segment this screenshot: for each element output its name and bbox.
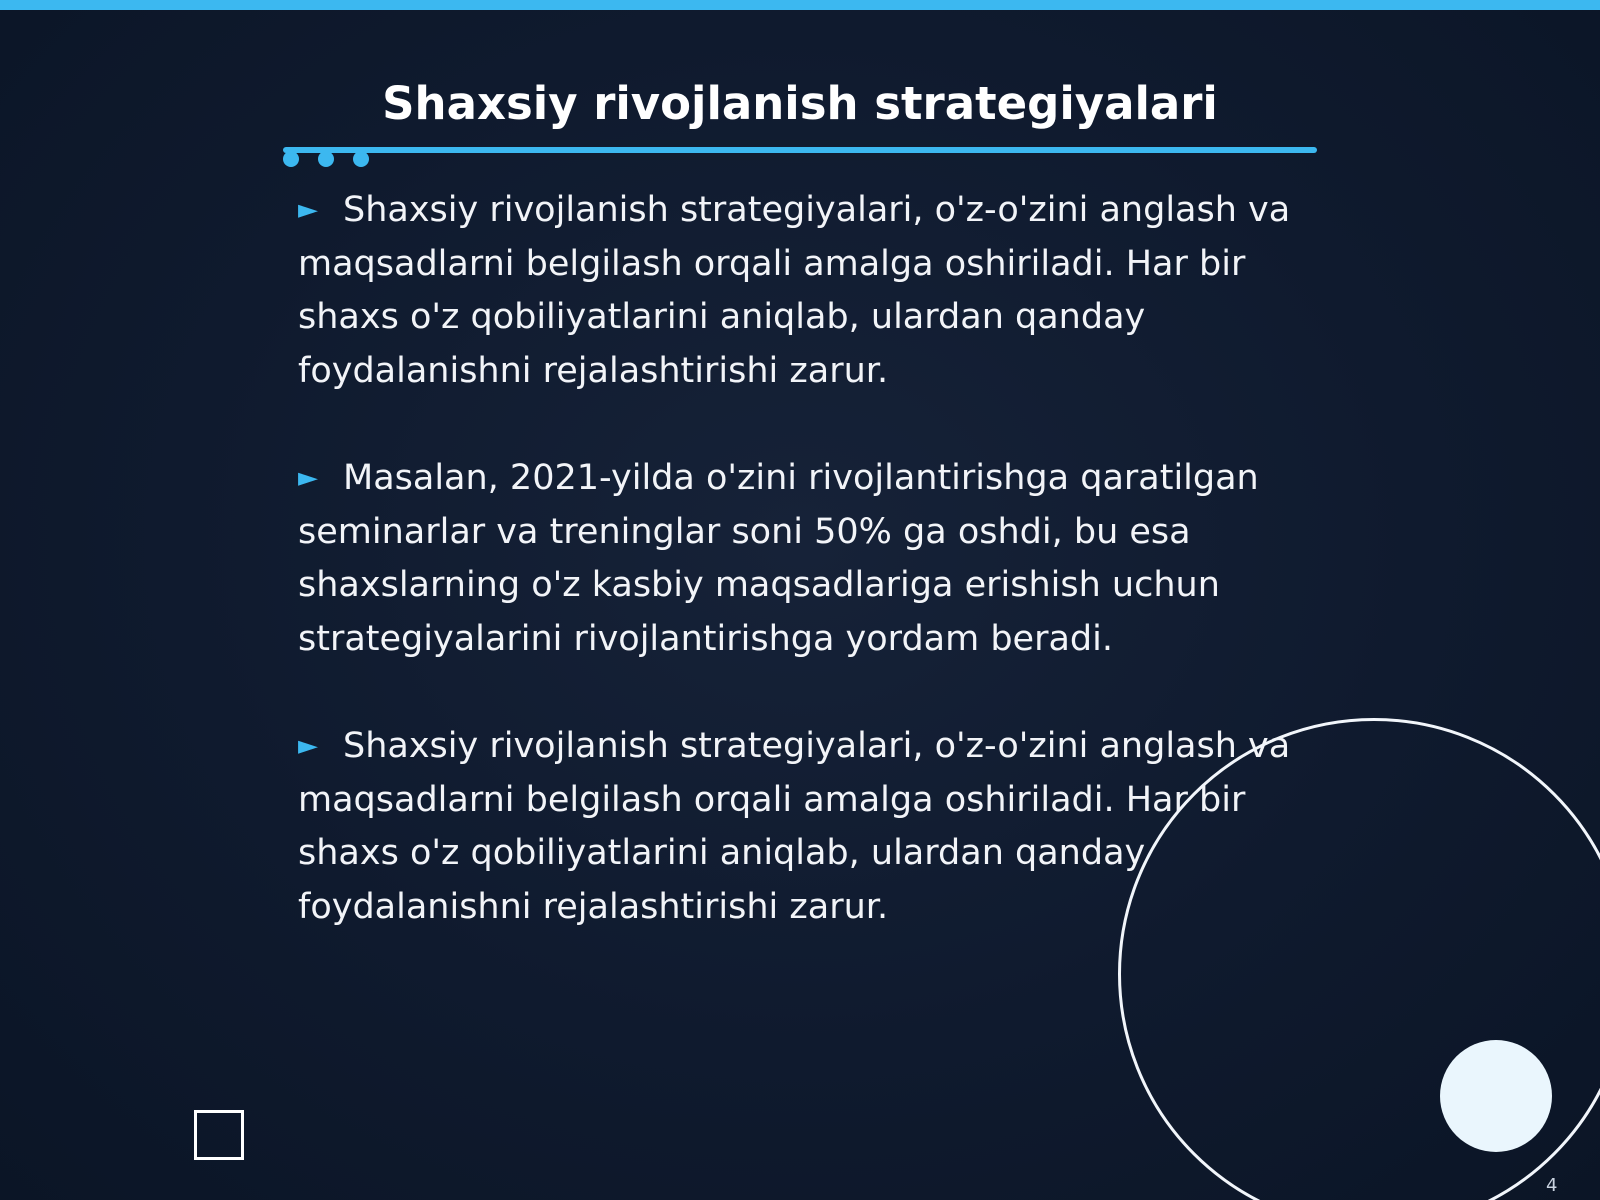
accent-dot [283,151,299,167]
accent-dot [318,151,334,167]
bullet-text: Shaxsiy rivojlanish strategiyalari, o'z-o'zini anglash va maqsadlarni belgilash orqali amalga oshiriladi. Har bir shaxs o'z qobiliyatlarini aniqlab, ulardan qanday foydalanishni rejalashtirishi zarur. [298,726,1291,927]
triangle-right-icon: ► [298,195,318,225]
triangle-right-icon: ► [298,463,318,493]
top-accent-bar [0,0,1600,10]
bullet-text: Shaxsiy rivojlanish strategiyalari, o'z-o'zini anglash va maqsadlarni belgilash orqali amalga oshiriladi. Har bir shaxs o'z qobiliyatlarini aniqlab, ulardan qanday foydalanishni rejalashtirishi zarur. [298,190,1291,391]
slide-title: Shaxsiy rivojlanish strategiyalari [382,77,1218,130]
decorative-filled-circle [1440,1040,1552,1152]
bullet-text: Masalan, 2021-yilda o'zini rivojlantirishga qaratilgan seminarlar va treninglar soni 50% ga oshdi, bu esa shaxslarning o'z kasbiy maqsadlariga erishish uchun strategiyalarini rivojlantirishga yordam beradi. [298,458,1259,659]
bullet-item [298,452,1308,666]
title-underline [283,147,1317,153]
page-number: 4 [1546,1175,1558,1196]
bullet-item [298,184,1308,398]
accent-dot [353,151,369,167]
triangle-right-icon: ► [298,731,318,761]
decorative-square [194,1110,244,1160]
